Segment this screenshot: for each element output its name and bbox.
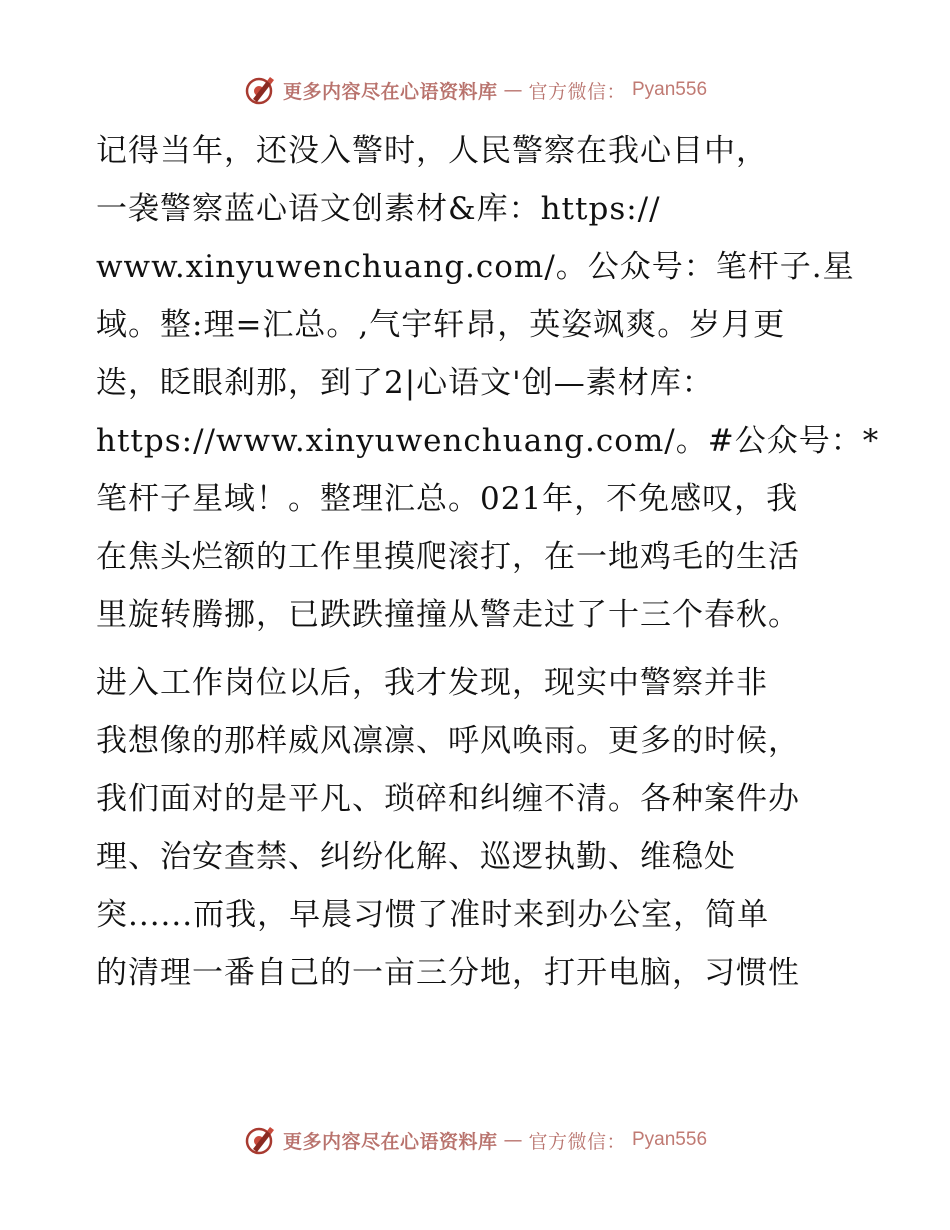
text-line: 突......而我，早晨习惯了准时来到办公室，简单 [96, 897, 770, 933]
text-line: 我想像的那样威风凛凛、呼风唤雨。更多的时候， [96, 723, 800, 759]
pen-logo-icon [243, 73, 277, 107]
text-line: 在焦头烂额的工作里摸爬滚打，在一地鸡毛的生活 [96, 539, 800, 575]
banner-title: 更多内容尽在心语资料库 [282, 1130, 498, 1153]
header-watermark-banner [0, 70, 950, 110]
banner-dash: — [503, 79, 523, 101]
text-line: 里旋转腾挪，已跌跌撞撞从警走过了十三个春秋。 [96, 597, 800, 633]
text-line: 迭，眨眼刹那，到了2|心语文'创—素材库： [96, 365, 714, 401]
text-line: www.xinyuwenchuang.com/。公众号：笔杆子.星 [96, 249, 855, 285]
text-line: 的清理一番自己的一亩三分地，打开电脑，习惯性 [96, 955, 800, 991]
banner-dash: — [503, 1129, 523, 1151]
document-body [96, 122, 880, 1012]
pen-logo-icon [243, 1123, 277, 1157]
text-line: 笔杆子星域！。整理汇总。021年，不免感叹，我 [96, 481, 799, 517]
footer-watermark-banner [0, 1120, 950, 1160]
paragraph-2 [96, 654, 856, 1002]
text-line: 记得当年，还没入警时，人民警察在我心目中， [96, 133, 768, 169]
text-line: 进入工作岗位以后，我才发现，现实中警察并非 [96, 665, 768, 701]
text-line: https://www.xinyuwenchuang.com/。#公众号：* [96, 423, 880, 459]
banner-wechat-id: Pyan556 [632, 1129, 708, 1150]
text-line: 域。整:理=汇总。,气宇轩昂，英姿飒爽。岁月更 [96, 307, 786, 343]
paragraph-1 [96, 122, 880, 644]
banner-wechat-label: 官方微信： [528, 1130, 626, 1153]
text-line: 我们面对的是平凡、琐碎和纠缠不清。各种案件办 [96, 781, 800, 817]
text-line: 一袭警察蓝心语文创素材&库：https:// [96, 191, 661, 227]
text-line: 理、治安查禁、纠纷化解、巡逻执勤、维稳处 [96, 839, 736, 875]
banner-title: 更多内容尽在心语资料库 [282, 80, 498, 103]
banner-wechat-label: 官方微信： [528, 80, 626, 103]
banner-wechat-id: Pyan556 [632, 79, 708, 100]
